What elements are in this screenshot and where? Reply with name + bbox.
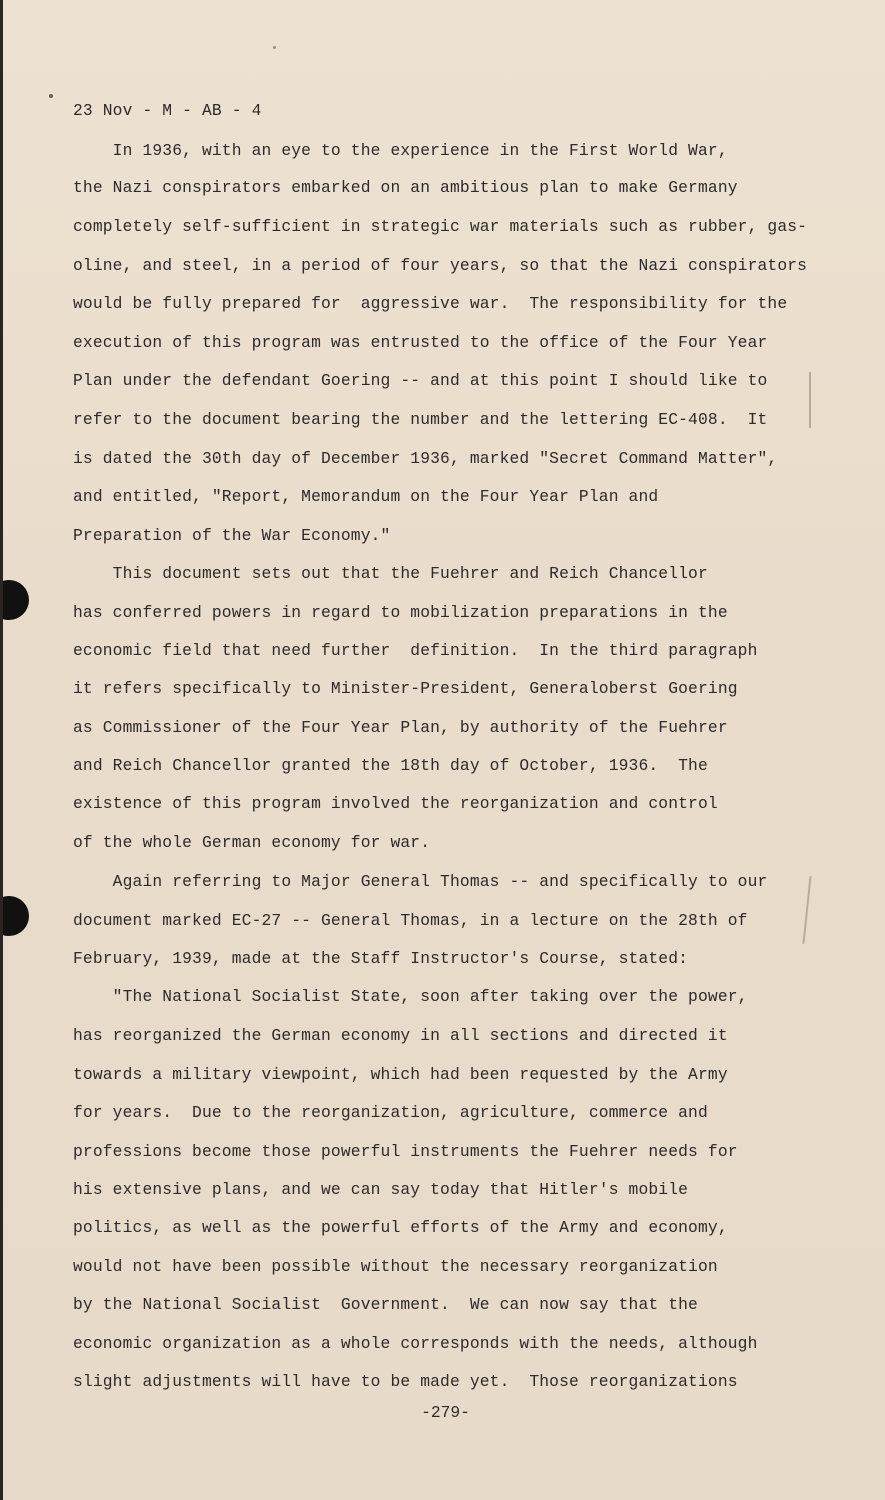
binder-hole-bottom xyxy=(0,896,29,936)
page-header: 23 Nov - M - AB - 4 xyxy=(73,101,262,120)
text-line: his extensive plans, and we can say today that Hitler's mobile xyxy=(73,1180,689,1199)
text-line: slight adjustments will have to be made yet. Those reorganizations xyxy=(73,1372,738,1391)
text-line: February, 1939, made at the Staff Instructor's Course, stated: xyxy=(73,949,689,968)
text-line: and Reich Chancellor granted the 18th day of October, 1936. The xyxy=(73,756,708,775)
text-line: completely self-sufficient in strategic war materials such as rubber, gas- xyxy=(73,217,808,236)
text-line: economic organization as a whole corresponds with the needs, although xyxy=(73,1334,758,1353)
paper-speck xyxy=(49,94,53,98)
text-line: document marked EC-27 -- General Thomas, in a lecture on the 28th of xyxy=(73,911,748,930)
text-line: would not have been possible without the necessary reorganization xyxy=(73,1257,718,1276)
text-line: has reorganized the German economy in all sections and directed it xyxy=(73,1026,728,1045)
text-line: is dated the 30th day of December 1936, marked "Secret Command Matter", xyxy=(73,449,778,468)
text-line: economic field that need further definition. In the third paragraph xyxy=(73,641,758,660)
text-line: This document sets out that the Fuehrer and Reich Chancellor xyxy=(73,564,708,583)
text-line: of the whole German economy for war. xyxy=(73,833,431,852)
text-line: professions become those powerful instruments the Fuehrer needs for xyxy=(73,1142,738,1161)
text-line: for years. Due to the reorganization, agriculture, commerce and xyxy=(73,1103,708,1122)
text-line: "The National Socialist State, soon after taking over the power, xyxy=(73,987,748,1006)
text-line: as Commissioner of the Four Year Plan, by authority of the Fuehrer xyxy=(73,718,728,737)
text-line: In 1936, with an eye to the experience in the First World War, xyxy=(73,141,728,160)
text-line: has conferred powers in regard to mobilization preparations in the xyxy=(73,603,728,622)
text-line: the Nazi conspirators embarked on an ambitious plan to make Germany xyxy=(73,178,738,197)
text-line: and entitled, "Report, Memorandum on the Four Year Plan and xyxy=(73,487,659,506)
text-line: oline, and steel, in a period of four years, so that the Nazi conspirators xyxy=(73,256,808,275)
text-line: refer to the document bearing the number and the lettering EC-408. It xyxy=(73,410,768,429)
text-line: execution of this program was entrusted to the office of the Four Year xyxy=(73,333,768,352)
text-line: it refers specifically to Minister-President, Generaloberst Goering xyxy=(73,679,738,698)
text-line: politics, as well as the powerful efforts of the Army and economy, xyxy=(73,1218,728,1237)
text-line: existence of this program involved the reorganization and control xyxy=(73,794,718,813)
text-line: Preparation of the War Economy." xyxy=(73,526,391,545)
text-line: would be fully prepared for aggressive war. The responsibility for the xyxy=(73,294,788,313)
paper-speck xyxy=(273,46,276,49)
text-line: Again referring to Major General Thomas -- and specifically to our xyxy=(73,872,768,891)
page-number: -279- xyxy=(421,1403,470,1422)
text-line: towards a military viewpoint, which had been requested by the Army xyxy=(73,1065,728,1084)
binder-hole-top xyxy=(0,580,29,620)
margin-mark-upper xyxy=(809,372,811,428)
text-line: by the National Socialist Government. We can now say that the xyxy=(73,1295,698,1314)
text-line: Plan under the defendant Goering -- and at this point I should like to xyxy=(73,371,768,390)
margin-mark-lower xyxy=(802,876,811,944)
